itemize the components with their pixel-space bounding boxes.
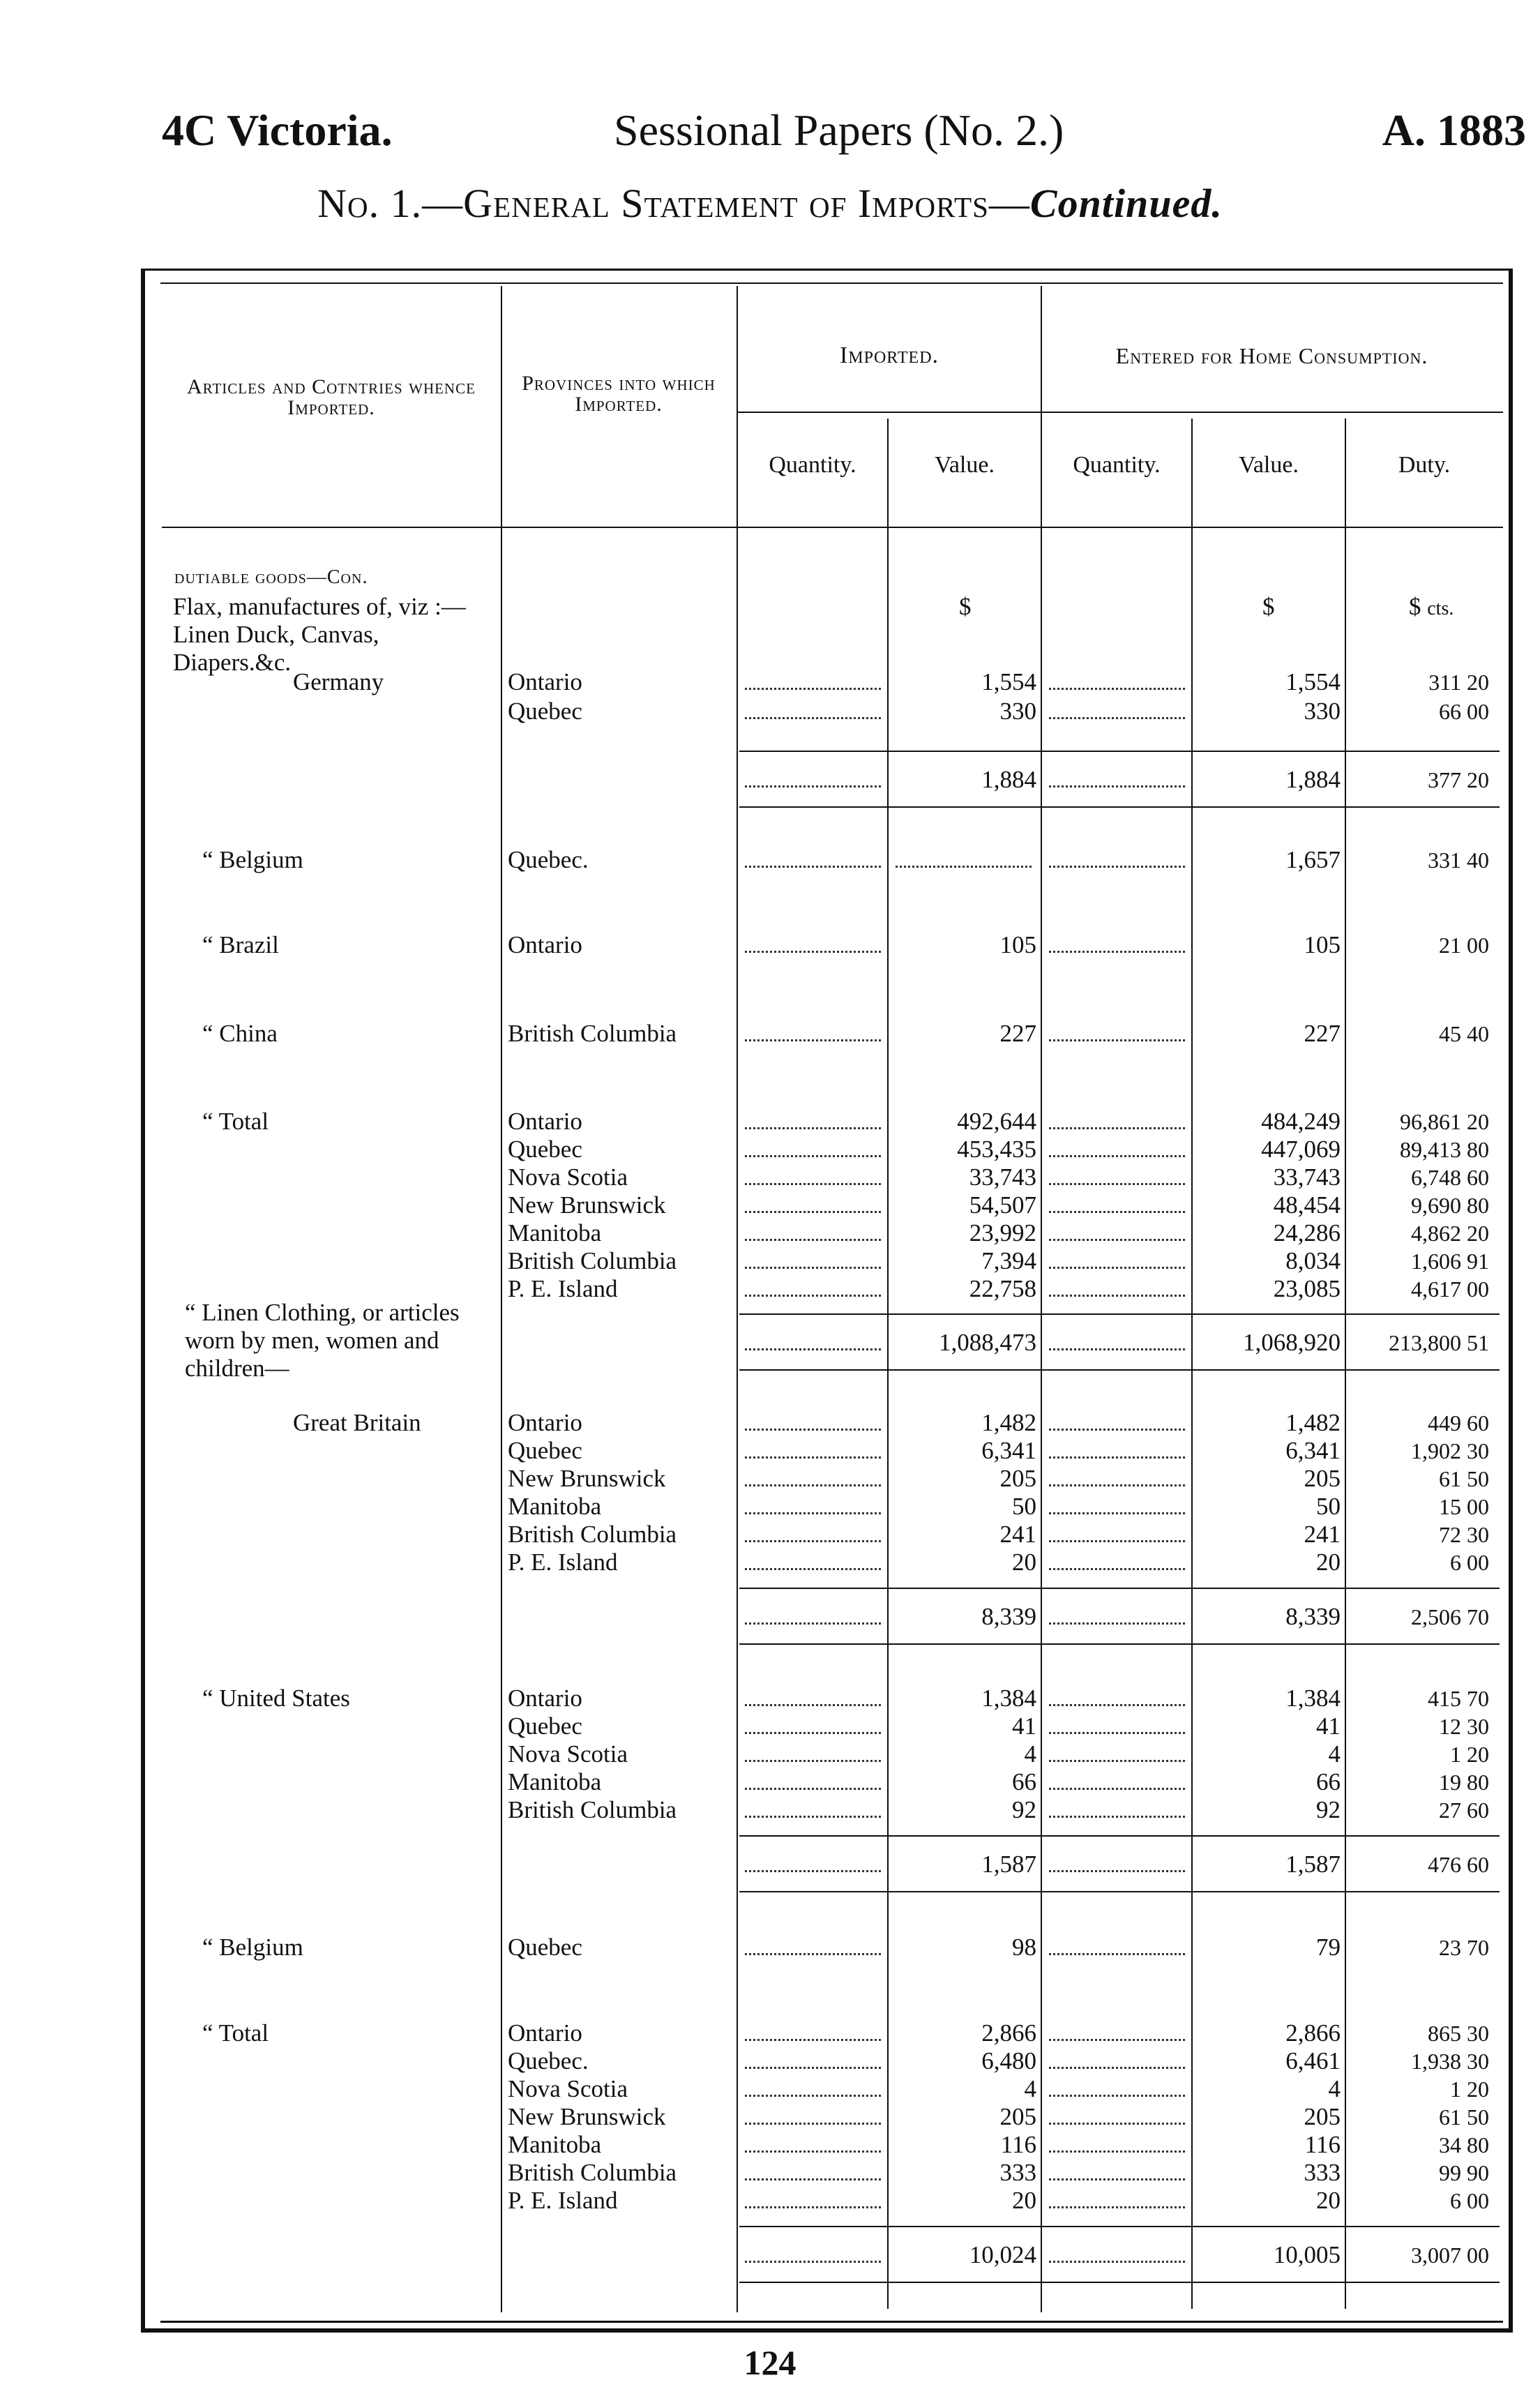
row-imported-value: 1,554 xyxy=(981,668,1036,695)
row-entered-value: 92 xyxy=(1316,1796,1341,1823)
row-duty: 19 80 xyxy=(1439,1770,1489,1795)
row-entered-value: 227 xyxy=(1304,1020,1341,1047)
row-entered-value: 6,461 xyxy=(1285,2047,1341,2074)
leader-dots xyxy=(1049,1267,1185,1269)
row-duty: 23 70 xyxy=(1439,1935,1489,1960)
leader-dots xyxy=(1049,1348,1185,1350)
row-duty: 6,748 60 xyxy=(1411,1165,1489,1190)
leader-dots xyxy=(745,717,881,719)
row-province: Ontario xyxy=(508,931,582,958)
leader-dots xyxy=(745,2206,881,2208)
section-label: dutiable goods—Con. xyxy=(174,566,368,588)
leader-dots xyxy=(1049,866,1185,868)
row-article: “ China xyxy=(202,1020,278,1047)
row-imported-value: 1,088,473 xyxy=(939,1329,1036,1356)
row-imported-value: 20 xyxy=(1012,2187,1036,2214)
row-entered-value: 1,884 xyxy=(1285,766,1341,793)
row-entered-value: 79 xyxy=(1316,1934,1341,1961)
row-imported-value: 98 xyxy=(1012,1934,1036,1961)
leader-dots xyxy=(745,1704,881,1706)
row-entered-value: 20 xyxy=(1316,2187,1341,2214)
linen-label: “ Linen Clothing, or articles worn by men, women and children— xyxy=(185,1299,460,1382)
row-imported-value: 330 xyxy=(999,698,1036,725)
row-province: Quebec. xyxy=(508,2047,589,2074)
row-entered-value: 116 xyxy=(1304,2131,1341,2158)
leader-dots xyxy=(745,2261,881,2263)
row-entered-value: 447,069 xyxy=(1261,1136,1341,1163)
col-header-value: Value. xyxy=(935,452,995,478)
row-duty: 311 20 xyxy=(1428,670,1489,695)
row-entered-value: 33,743 xyxy=(1273,1163,1341,1191)
row-entered-value: 6,341 xyxy=(1285,1437,1341,1464)
leader-dots xyxy=(745,1540,881,1542)
row-province: Ontario xyxy=(508,1685,582,1712)
row-imported-value: 10,024 xyxy=(969,2241,1036,2268)
leader-dots xyxy=(745,1183,881,1185)
row-province: P. E. Island xyxy=(508,1549,618,1576)
row-entered-value: 333 xyxy=(1304,2159,1341,2186)
row-entered-value: 241 xyxy=(1304,1521,1341,1548)
leader-dots xyxy=(745,1760,881,1762)
leader-dots xyxy=(745,1732,881,1734)
flax-label: Flax, manufactures of, viz :— Linen Duck, Canvas, Diapers.&c. xyxy=(173,593,466,676)
leader-dots xyxy=(745,2150,881,2153)
col-header-quantity-entered: Quantity. xyxy=(1073,452,1161,478)
row-duty: 449 60 xyxy=(1428,1410,1489,1436)
row-province: Quebec xyxy=(508,1136,582,1163)
leader-dots xyxy=(745,2067,881,2069)
row-duty: 45 40 xyxy=(1439,1021,1489,1046)
leader-dots xyxy=(1049,1870,1185,1872)
row-duty: 66 00 xyxy=(1439,699,1489,724)
row-entered-value: 205 xyxy=(1304,2103,1341,2130)
row-province: New Brunswick xyxy=(508,1191,666,1219)
row-duty: 9,690 80 xyxy=(1411,1193,1489,1218)
row-duty: 99 90 xyxy=(1439,2160,1489,2185)
col-header-entered: Entered for Home Consumption. xyxy=(1115,343,1428,368)
leader-dots xyxy=(745,1429,881,1431)
leader-dots xyxy=(1049,1816,1185,1818)
leader-dots xyxy=(1049,1239,1185,1241)
row-entered-value: 8,034 xyxy=(1285,1247,1341,1274)
leader-dots xyxy=(1049,1211,1185,1213)
leader-dots xyxy=(745,2039,881,2041)
row-imported-value: 333 xyxy=(999,2159,1036,2186)
row-entered-value: 1,068,920 xyxy=(1243,1329,1341,1356)
col-divider xyxy=(887,419,889,2309)
col-header-imported: Imported. xyxy=(839,342,939,368)
row-province: British Columbia xyxy=(508,1521,677,1548)
row-duty: 377 20 xyxy=(1428,767,1489,792)
row-duty: 6 00 xyxy=(1450,2188,1489,2213)
row-province: Quebec xyxy=(508,1712,582,1740)
leader-dots xyxy=(745,1295,881,1297)
leader-dots xyxy=(1049,2178,1185,2180)
row-duty: 15 00 xyxy=(1439,1494,1489,1519)
leader-dots xyxy=(1049,2150,1185,2153)
leader-dots xyxy=(1049,785,1185,788)
row-article: “ Belgium xyxy=(202,1934,303,1961)
row-article: “ Belgium xyxy=(202,846,303,873)
row-duty: 213,800 51 xyxy=(1389,1330,1489,1355)
leader-dots xyxy=(1049,1039,1185,1041)
row-province: Nova Scotia xyxy=(508,1740,628,1768)
col-divider xyxy=(501,286,502,2312)
row-entered-value: 41 xyxy=(1316,1712,1341,1740)
row-imported-value: 41 xyxy=(1012,1712,1036,1740)
row-article: “ Total xyxy=(202,1108,269,1135)
row-duty: 89,413 80 xyxy=(1400,1137,1489,1162)
row-entered-value: 50 xyxy=(1316,1493,1341,1520)
leader-dots xyxy=(745,2123,881,2125)
leader-dots xyxy=(745,1456,881,1459)
leader-dots xyxy=(1049,1732,1185,1734)
row-article: Germany xyxy=(293,668,384,695)
leader-dots xyxy=(745,866,881,868)
row-duty: 61 50 xyxy=(1439,1466,1489,1491)
row-entered-value: 205 xyxy=(1304,1465,1341,1492)
leader-dots xyxy=(1049,951,1185,953)
row-duty: 21 00 xyxy=(1439,933,1489,958)
row-entered-value: 484,249 xyxy=(1261,1108,1341,1135)
row-entered-value: 48,454 xyxy=(1273,1191,1341,1219)
leader-dots xyxy=(745,1039,881,1041)
row-duty: 61 50 xyxy=(1439,2104,1489,2130)
row-province: New Brunswick xyxy=(508,2103,666,2130)
leader-dots xyxy=(745,1267,881,1269)
leader-dots xyxy=(1049,1295,1185,1297)
leader-dots xyxy=(1049,1155,1185,1157)
row-imported-value: 1,482 xyxy=(981,1409,1036,1436)
col-divider xyxy=(1041,286,1042,2312)
row-duty: 476 60 xyxy=(1428,1852,1489,1877)
header-left: 4C Victoria. xyxy=(162,105,393,155)
row-imported-value: 6,341 xyxy=(981,1437,1036,1464)
row-imported-value: 54,507 xyxy=(969,1191,1036,1219)
leader-dots xyxy=(745,1484,881,1486)
row-province: British Columbia xyxy=(508,2159,677,2186)
row-entered-value: 24,286 xyxy=(1273,1219,1341,1246)
row-imported-value: 227 xyxy=(999,1020,1036,1047)
leader-dots xyxy=(1049,1484,1185,1486)
row-duty: 331 40 xyxy=(1428,848,1489,873)
leader-dots xyxy=(1049,1183,1185,1185)
leader-dots xyxy=(745,1348,881,1350)
row-province: Quebec xyxy=(508,698,582,725)
leader-dots xyxy=(1049,688,1185,690)
row-province: Ontario xyxy=(508,2019,582,2047)
row-entered-value: 1,482 xyxy=(1285,1409,1341,1436)
row-province: Nova Scotia xyxy=(508,1163,628,1191)
row-imported-value: 8,339 xyxy=(981,1603,1036,1630)
leader-dots xyxy=(745,951,881,953)
header-center: Sessional Papers (No. 2.) xyxy=(614,105,1064,155)
row-duty: 27 60 xyxy=(1439,1798,1489,1823)
row-imported-value: 7,394 xyxy=(981,1247,1036,1274)
row-imported-value: 241 xyxy=(999,1521,1036,1548)
leader-dots xyxy=(1049,2039,1185,2041)
row-imported-value: 92 xyxy=(1012,1796,1036,1823)
leader-dots xyxy=(1049,1788,1185,1790)
row-province: P. E. Island xyxy=(508,2187,618,2214)
row-entered-value: 4 xyxy=(1328,2075,1341,2102)
page-number: 124 xyxy=(743,2343,797,2382)
row-imported-value: 116 xyxy=(1000,2131,1036,2158)
row-province: Quebec xyxy=(508,1437,582,1464)
row-article: “ Brazil xyxy=(202,931,279,958)
leader-dots xyxy=(1049,1953,1185,1955)
row-duty: 12 30 xyxy=(1439,1714,1489,1739)
row-entered-value: 23,085 xyxy=(1273,1275,1341,1302)
row-imported-value: 1,587 xyxy=(981,1851,1036,1878)
leader-dots xyxy=(745,1155,881,1157)
leader-dots xyxy=(745,2095,881,2097)
col-divider xyxy=(1345,419,1346,2309)
row-entered-value: 330 xyxy=(1304,698,1341,725)
row-duty: 415 70 xyxy=(1428,1686,1489,1711)
leader-dots xyxy=(745,1512,881,1514)
leader-dots xyxy=(745,1953,881,1955)
leader-dots xyxy=(1049,1704,1185,1706)
row-imported-value: 20 xyxy=(1012,1549,1036,1576)
leader-dots xyxy=(745,1127,881,1129)
total-rule-bottom xyxy=(739,1643,1500,1645)
row-imported-value: 492,644 xyxy=(957,1108,1036,1135)
leader-dots xyxy=(1049,1568,1185,1570)
row-duty: 6 00 xyxy=(1450,1550,1489,1575)
row-duty: 1,902 30 xyxy=(1411,1438,1489,1463)
leader-dots xyxy=(1049,717,1185,719)
row-imported-value: 105 xyxy=(999,931,1036,958)
leader-dots xyxy=(1049,1429,1185,1431)
row-province: Manitoba xyxy=(508,1493,602,1520)
row-province: Ontario xyxy=(508,1108,582,1135)
total-rule-top xyxy=(739,1835,1500,1837)
row-duty: 4,617 00 xyxy=(1411,1276,1489,1302)
row-imported-value: 2,866 xyxy=(981,2019,1036,2047)
leader-dots xyxy=(745,1870,881,1872)
leader-dots xyxy=(1049,2261,1185,2263)
row-article: “ United States xyxy=(202,1685,350,1712)
row-imported-value: 66 xyxy=(1012,1768,1036,1795)
leader-dots xyxy=(1049,1760,1185,1762)
row-imported-value: 4 xyxy=(1024,2075,1036,2102)
leader-dots xyxy=(745,1568,881,1570)
row-province: Nova Scotia xyxy=(508,2075,628,2102)
row-imported-value: 205 xyxy=(999,1465,1036,1492)
row-entered-value: 105 xyxy=(1304,931,1341,958)
leader-dots xyxy=(896,866,1032,868)
row-entered-value: 10,005 xyxy=(1273,2241,1341,2268)
unit-duty: $ cts. xyxy=(1409,593,1454,620)
row-duty: 1 20 xyxy=(1450,1742,1489,1767)
col-header-value-entered: Value. xyxy=(1239,452,1299,478)
leader-dots xyxy=(745,1239,881,1241)
row-province: British Columbia xyxy=(508,1020,677,1047)
total-rule-top xyxy=(739,751,1500,752)
leader-dots xyxy=(745,785,881,788)
leader-dots xyxy=(1049,2123,1185,2125)
row-province: Quebec xyxy=(508,1934,582,1961)
row-imported-value: 33,743 xyxy=(969,1163,1036,1191)
total-rule-bottom xyxy=(739,806,1500,808)
row-entered-value: 2,866 xyxy=(1285,2019,1341,2047)
leader-dots xyxy=(1049,2095,1185,2097)
row-entered-value: 66 xyxy=(1316,1768,1341,1795)
row-duty: 1,938 30 xyxy=(1411,2049,1489,2074)
row-duty: 1 20 xyxy=(1450,2077,1489,2102)
leader-dots xyxy=(1049,1456,1185,1459)
unit-imported-value: $ xyxy=(959,593,972,620)
col-header-quantity: Quantity. xyxy=(769,452,856,478)
row-imported-value: 6,480 xyxy=(981,2047,1036,2074)
row-duty: 865 30 xyxy=(1428,2021,1489,2046)
row-entered-value: 4 xyxy=(1328,1740,1341,1768)
row-duty: 72 30 xyxy=(1439,1522,1489,1547)
row-entered-value: 8,339 xyxy=(1285,1603,1341,1630)
row-imported-value: 50 xyxy=(1012,1493,1036,1520)
row-province: British Columbia xyxy=(508,1796,677,1823)
leader-dots xyxy=(745,688,881,690)
col-header-duty: Duty. xyxy=(1398,452,1451,478)
leader-dots xyxy=(1049,2067,1185,2069)
row-province: British Columbia xyxy=(508,1247,677,1274)
total-rule-bottom xyxy=(739,2282,1500,2283)
row-province: Manitoba xyxy=(508,1219,602,1246)
leader-dots xyxy=(745,1622,881,1625)
row-province: Ontario xyxy=(508,668,582,695)
row-province: Manitoba xyxy=(508,2131,602,2158)
total-rule-top xyxy=(739,2226,1500,2227)
total-rule-top xyxy=(739,1313,1500,1315)
row-province: P. E. Island xyxy=(508,1275,618,1302)
row-imported-value: 23,992 xyxy=(969,1219,1036,1246)
row-province: Quebec. xyxy=(508,846,589,873)
leader-dots xyxy=(745,1788,881,1790)
row-entered-value: 1,657 xyxy=(1285,846,1341,873)
row-duty: 96,861 20 xyxy=(1400,1109,1489,1134)
row-imported-value: 1,884 xyxy=(981,766,1036,793)
page-title: No. 1.—General Statement of Imports—Continued. xyxy=(317,181,1223,226)
total-rule-bottom xyxy=(739,1369,1500,1371)
col-header-provinces: Provinces into which Imported. xyxy=(522,372,716,416)
row-province: Manitoba xyxy=(508,1768,602,1795)
leader-dots xyxy=(745,2178,881,2180)
row-entered-value: 1,384 xyxy=(1285,1685,1341,1712)
col-divider xyxy=(737,286,738,2312)
leader-dots xyxy=(1049,1540,1185,1542)
leader-dots xyxy=(1049,1127,1185,1129)
row-imported-value: 453,435 xyxy=(957,1136,1036,1163)
row-duty: 2,506 70 xyxy=(1411,1604,1489,1629)
row-entered-value: 20 xyxy=(1316,1549,1341,1576)
total-rule-bottom xyxy=(739,1891,1500,1892)
row-province: New Brunswick xyxy=(508,1465,666,1492)
leader-dots xyxy=(1049,1512,1185,1514)
leader-dots xyxy=(1049,1622,1185,1625)
row-duty: 4,862 20 xyxy=(1411,1221,1489,1246)
leader-dots xyxy=(1049,2206,1185,2208)
row-imported-value: 22,758 xyxy=(969,1275,1036,1302)
col-divider xyxy=(1191,419,1193,2309)
col-header-articles: Articles and Cotntries whence Imported. xyxy=(187,375,476,419)
header-right: A. 1883 xyxy=(1382,105,1526,155)
unit-entered-value: $ xyxy=(1262,593,1275,620)
row-imported-value: 1,384 xyxy=(981,1685,1036,1712)
row-entered-value: 1,587 xyxy=(1285,1851,1341,1878)
row-duty: 34 80 xyxy=(1439,2132,1489,2157)
row-imported-value: 205 xyxy=(999,2103,1036,2130)
row-duty: 3,007 00 xyxy=(1411,2243,1489,2268)
total-rule-top xyxy=(739,1588,1500,1589)
leader-dots xyxy=(745,1816,881,1818)
row-article: Great Britain xyxy=(293,1409,421,1436)
row-duty: 1,606 91 xyxy=(1411,1249,1489,1274)
row-imported-value: 4 xyxy=(1024,1740,1036,1768)
leader-dots xyxy=(745,1211,881,1213)
row-article: “ Total xyxy=(202,2019,269,2047)
row-province: Ontario xyxy=(508,1409,582,1436)
row-entered-value: 1,554 xyxy=(1285,668,1341,695)
